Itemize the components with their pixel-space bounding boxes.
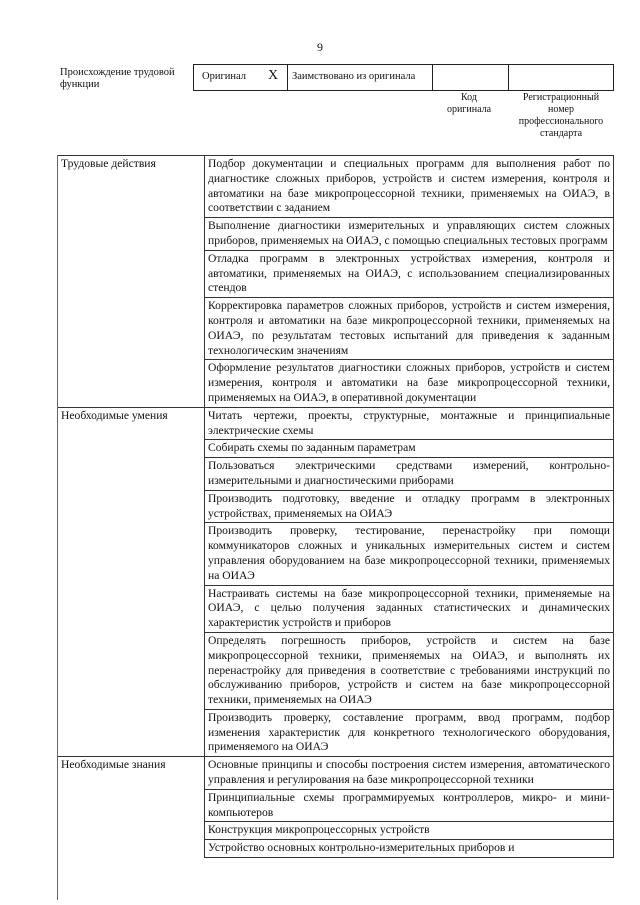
original-cell <box>193 64 288 91</box>
table-cell: Определять погрешность приборов, устройств и систем на базе микропроцессорной техники, применяемых на ОИАЭ, и выполнять их перенастройку для приведения в соответствие с требованиями инструкций по обслуживанию приборов, устройств и систем на базе микропроцессорной техники, применяемых на ОИАЭ <box>205 632 614 709</box>
reg-number-label: Регистрационный номер профессионального стандарта <box>518 92 604 139</box>
table-row <box>58 407 614 440</box>
table-row <box>58 757 614 790</box>
table-cell: Настраивать системы на базе микропроцессорной техники, применяемые на ОИАЭ, с целью получения заданных статистических и динамических характеристик устройств и приборов <box>205 585 614 632</box>
table-cell: Принципиальные схемы программируемых контроллеров, микро- и мини-компьютеров <box>205 789 614 822</box>
borrowed-cell <box>287 64 433 91</box>
table-cell: Производить проверку, составление программ, ввод программ, подбор изменения характеристик для конкретного технологического оборудования, применяемого на ОИАЭ <box>205 709 614 756</box>
table-cell: Собирать схемы по заданным параметрам <box>205 440 614 458</box>
table-row <box>58 156 614 218</box>
page-number: 9 <box>317 40 323 54</box>
table-cell: Пользоваться электрическими средствами измерений, контрольно-измерительными и диагностическими приборами <box>205 458 614 491</box>
section-title: Необходимые знания <box>58 757 205 858</box>
table-cell: Выполнение диагностики измерительных и управляющих систем сложных приборов, применяемых на ОИАЭ, с помощью специальных тестовых программ <box>205 218 614 251</box>
reg-number-cell <box>508 64 614 91</box>
table-cell: Корректировка параметров сложных приборов, устройств и систем измерения, контроля и автоматики на базе микропроцессорной техники, применяемых на ОИАЭ, по результатам тестовых испытаний для приведения к заданным технологическим значениям <box>205 298 614 360</box>
original-mark: X <box>268 68 279 83</box>
table-cell: Устройство основных контрольно-измерительных приборов и <box>205 840 614 858</box>
code-original-label: Код оригинала <box>446 92 492 115</box>
table-cell: Отладка программ в электронных устройствах измерения, контроля и автоматики, применяемых на ОИАЭ, с использованием специализированных стендов <box>205 250 614 297</box>
table-cell: Конструкция микропроцессорных устройств <box>205 822 614 840</box>
borrowed-label: Заимствовано из оригинала <box>292 71 416 82</box>
table-cell: Основные принципы и способы построения систем измерения, автоматического управления и регулирования на базе микропроцессорной техники <box>205 757 614 790</box>
original-label: Оригинал <box>202 71 246 82</box>
code-original-cell <box>432 64 509 91</box>
section-title: Трудовые действия <box>58 156 205 408</box>
section-title: Необходимые умения <box>58 407 205 757</box>
table-cell: Оформление результатов диагностики сложных приборов, устройств и систем измерения, контроля и автоматики на базе микропроцессорной техники, применяемых на ОИАЭ, в оперативной документации <box>205 360 614 407</box>
table-cell: Подбор документации и специальных программ для выполнения работ по диагностике сложных приборов, устройств и систем измерения, контроля и автоматики на базе микропроцессорной техники, применяемых на ОИАЭ, в соответствии с заданием <box>205 156 614 218</box>
table-cell: Производить подготовку, введение и отладку программ в электронных устройствах, применяемых на ОИАЭ <box>205 490 614 523</box>
table-cell: Читать чертежи, проекты, структурные, монтажные и принципиальные электрические схемы <box>205 407 614 440</box>
table-cell: Производить проверку, тестирование, перенастройку при помощи коммуникаторов сложных и уникальных измерительных систем и систем управления оборудованием на базе микропроцессорной техники, применяемых на ОИАЭ <box>205 523 614 585</box>
origin-label: Происхождение трудовой функции <box>60 67 175 90</box>
labor-function-table <box>58 155 614 858</box>
